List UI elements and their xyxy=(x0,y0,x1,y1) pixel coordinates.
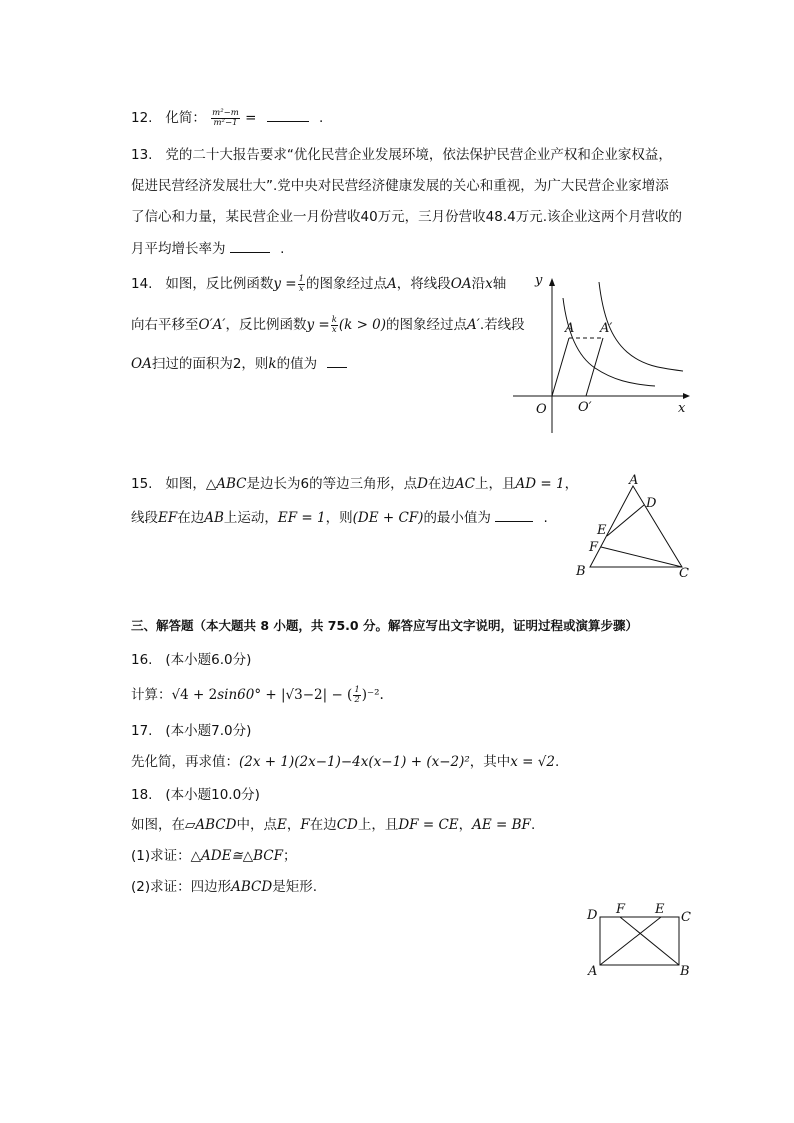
q15-equation: EF = 1 xyxy=(277,510,326,526)
q16-half-num: 1 xyxy=(354,684,360,695)
q12-line xyxy=(131,107,323,128)
q14-y-arrow xyxy=(549,278,555,286)
q18-score: (本小题10.0分) xyxy=(165,787,260,803)
q15-label-b: B xyxy=(576,564,586,579)
q15-text: 线段 xyxy=(131,510,158,526)
q14-segment-o-a-prime xyxy=(586,338,603,396)
q15-label-c: C xyxy=(679,566,689,581)
q12-number: 12. xyxy=(131,110,153,126)
q13-text3: 了信心和力量，某民营企业一月份营收40万元，三月份营收48.4万元.该企业这两个月营收的 xyxy=(131,209,683,225)
q12-end: . xyxy=(319,110,324,126)
q15-text: 的最小值为 xyxy=(423,510,491,526)
q16-score: (本小题6.0分) xyxy=(165,652,252,668)
q17-end: . xyxy=(554,754,560,770)
q14-point: O′A′ xyxy=(198,317,226,333)
q16-half xyxy=(353,686,360,705)
q15-text: 如图， xyxy=(165,476,206,492)
q18-label-a: A xyxy=(588,964,598,979)
q18-end: ； xyxy=(283,848,297,864)
q18-text: 在边 xyxy=(309,817,337,833)
q13-text4: 月平均增长率为 xyxy=(131,241,226,257)
q16-sin: sin60° xyxy=(217,687,262,703)
q14-k: k xyxy=(268,356,277,372)
q18-congruence: △ADE≅△BCF xyxy=(190,848,283,864)
q18-text: 上，且 xyxy=(357,817,399,833)
q14-line3 xyxy=(131,353,347,374)
q15-label-d: D xyxy=(646,496,657,511)
q17-condition: x = √2 xyxy=(510,754,555,770)
q14-text: 如图，反比例函数 xyxy=(165,276,274,292)
q15-label-f: F xyxy=(589,540,599,555)
q15-segment: EF xyxy=(158,510,178,526)
q18-label-e: E xyxy=(655,902,665,917)
q14-label-a: A xyxy=(565,321,575,336)
q18-header xyxy=(131,785,260,805)
q15-segment-de xyxy=(607,505,644,536)
q14-text: 沿 xyxy=(471,276,486,292)
q14-frac-den: x xyxy=(331,324,337,335)
q14-function: y = xyxy=(306,317,330,333)
q15-text: ，则 xyxy=(325,510,353,526)
q15-line2 xyxy=(131,507,548,528)
q14-label-x: x xyxy=(678,401,686,416)
q14-text: 的图象经过点 xyxy=(306,276,388,292)
q16-half-den: 2 xyxy=(354,694,360,705)
q16-abs: + |√3−2| − ( xyxy=(265,687,353,703)
q18-label-f: F xyxy=(616,902,626,917)
q13-answer-blank xyxy=(230,238,270,253)
q18-quadrilateral: ABCD xyxy=(231,879,273,895)
q14-fraction xyxy=(298,275,305,294)
q18-equation: DF = CE xyxy=(398,817,459,833)
q18-figure xyxy=(582,900,702,985)
q15-side: AC xyxy=(454,476,476,492)
q15-point: D xyxy=(417,476,428,492)
q18-text: 是矩形. xyxy=(272,879,317,895)
q14-frac-num: k xyxy=(331,314,337,325)
q13-line1 xyxy=(131,145,672,165)
q18-line1 xyxy=(131,815,535,835)
q14-line1 xyxy=(131,274,506,294)
q14-label-y: y xyxy=(535,273,543,288)
q14-text: ，将线段 xyxy=(396,276,451,292)
q14-segment-oa xyxy=(552,338,569,396)
q13-number: 13. xyxy=(131,147,153,163)
q14-line2 xyxy=(131,315,525,335)
q18-text: ， xyxy=(458,817,473,833)
q18-parallelogram: ▱ABCD xyxy=(185,817,237,833)
q14-figure xyxy=(505,268,700,438)
q14-text: 的值为 xyxy=(276,356,318,372)
q12-answer-blank xyxy=(267,107,309,122)
q15-label-e: E xyxy=(597,523,607,538)
q18-point: E xyxy=(276,817,287,833)
q14-answer-blank xyxy=(327,353,347,368)
q13-text2: 促进民营经济发展壮大”.党中央对民营经济健康发展的关心和重视，为广大民营企业家增添 xyxy=(131,178,669,194)
q14-text: 轴 xyxy=(492,276,507,292)
q18-text: (2)求证：四边形 xyxy=(131,879,232,895)
q16-number: 16. xyxy=(131,652,153,668)
q16-plus: + 2 xyxy=(193,687,218,703)
q14-text: 扫过的面积为2，则 xyxy=(151,356,269,372)
q13-line2 xyxy=(131,176,669,196)
q14-point: A xyxy=(387,276,397,292)
q14-frac-den: x xyxy=(298,283,304,294)
q12-label: 化简： xyxy=(165,110,206,126)
q15-text: 上，且 xyxy=(475,476,516,492)
q15-equation: AD = 1 xyxy=(515,476,565,492)
q15-number: 15. xyxy=(131,476,153,492)
q18-label-d: D xyxy=(587,908,598,923)
q18-text: (1)求证： xyxy=(131,848,191,864)
q18-label-b: B xyxy=(680,964,690,979)
q18-part1 xyxy=(131,846,297,866)
q18-number: 18. xyxy=(131,787,153,803)
q12-denominator: m²−1 xyxy=(213,117,238,128)
q18-label-c: C xyxy=(681,910,691,925)
q15-text: 在边 xyxy=(427,476,455,492)
q14-label-o: O xyxy=(536,402,547,417)
q15-side: AB xyxy=(204,510,224,526)
q17-expression: (2x + 1)(2x−1)−4x(x−1) + (x−2)² xyxy=(239,754,470,770)
q14-fraction xyxy=(331,316,338,335)
q14-curve-1-over-x xyxy=(563,298,655,386)
q15-expression: (DE + CF) xyxy=(352,510,424,526)
q13-end: . xyxy=(280,241,285,257)
q17-body xyxy=(131,752,559,772)
q14-segment: OA xyxy=(450,276,472,292)
q14-text: 向右平移至 xyxy=(131,317,199,333)
q14-frac-num: 1 xyxy=(298,273,305,284)
q15-label-a: A xyxy=(629,473,639,488)
q15-text: 上运动， xyxy=(223,510,278,526)
q14-function: y = xyxy=(273,276,297,292)
q15-text: 是边长为6的等边三角形，点 xyxy=(246,476,418,492)
q12-fraction xyxy=(211,109,240,128)
q16-sqrt4: √4 xyxy=(171,687,189,703)
q18-side: CD xyxy=(336,817,358,833)
q17-text: ，其中 xyxy=(469,754,511,770)
q18-point: F xyxy=(300,817,310,833)
section3-title: 三、解答题（本大题共 8 小题，共 75.0 分。解答应写出文字说明，证明过程或演算步骤） xyxy=(131,618,638,633)
q14-label-o-prime: O′ xyxy=(578,400,592,415)
q14-condition: (k > 0) xyxy=(338,317,387,333)
q15-end: . xyxy=(543,510,548,526)
q13-text1: 党的二十大报告要求“优化民营企业发展环境，依法保护民营企业产权和企业家权益， xyxy=(165,147,672,163)
q16-label: 计算： xyxy=(131,687,172,703)
q15-line1 xyxy=(131,474,578,494)
q18-segment-bf xyxy=(620,917,679,965)
q14-axis: x xyxy=(485,276,493,292)
q14-text: .若线段 xyxy=(479,317,525,333)
q18-text: 中，点 xyxy=(236,817,277,833)
q17-header xyxy=(131,721,251,741)
q16-body xyxy=(131,685,384,705)
q18-part2 xyxy=(131,877,317,897)
q18-equation: AE = BF xyxy=(472,817,531,833)
q16-header xyxy=(131,650,251,670)
q12-equals: = xyxy=(245,110,257,126)
q17-label: 先化简，再求值： xyxy=(131,754,239,770)
q14-label-a-prime: A′ xyxy=(600,321,613,336)
q14-text: ，反比例函数 xyxy=(225,317,307,333)
q12-numerator: m²−m xyxy=(212,107,239,118)
q13-line4 xyxy=(131,238,284,259)
q18-rectangle-abcd xyxy=(600,917,679,965)
q14-x-arrow xyxy=(683,393,690,399)
q13-line3 xyxy=(131,207,682,227)
q15-segment-cf xyxy=(601,547,682,567)
q14-text: 的图象经过点 xyxy=(386,317,468,333)
q16-tail: )⁻². xyxy=(361,687,384,703)
q15-figure xyxy=(570,470,700,585)
q15-text: ， xyxy=(564,476,579,492)
q15-text: 在边 xyxy=(177,510,205,526)
q18-text: ， xyxy=(286,817,301,833)
q18-text: 如图，在 xyxy=(131,817,185,833)
q15-triangle: △ABC xyxy=(205,476,247,492)
q17-score: (本小题7.0分) xyxy=(165,723,252,739)
q14-number: 14. xyxy=(131,276,153,292)
q17-number: 17. xyxy=(131,723,153,739)
q18-segment-ae xyxy=(600,917,661,965)
q18-end: . xyxy=(530,817,536,833)
q14-segment: OA xyxy=(131,356,152,372)
q14-point: A′ xyxy=(467,317,480,333)
q15-answer-blank xyxy=(495,507,533,522)
